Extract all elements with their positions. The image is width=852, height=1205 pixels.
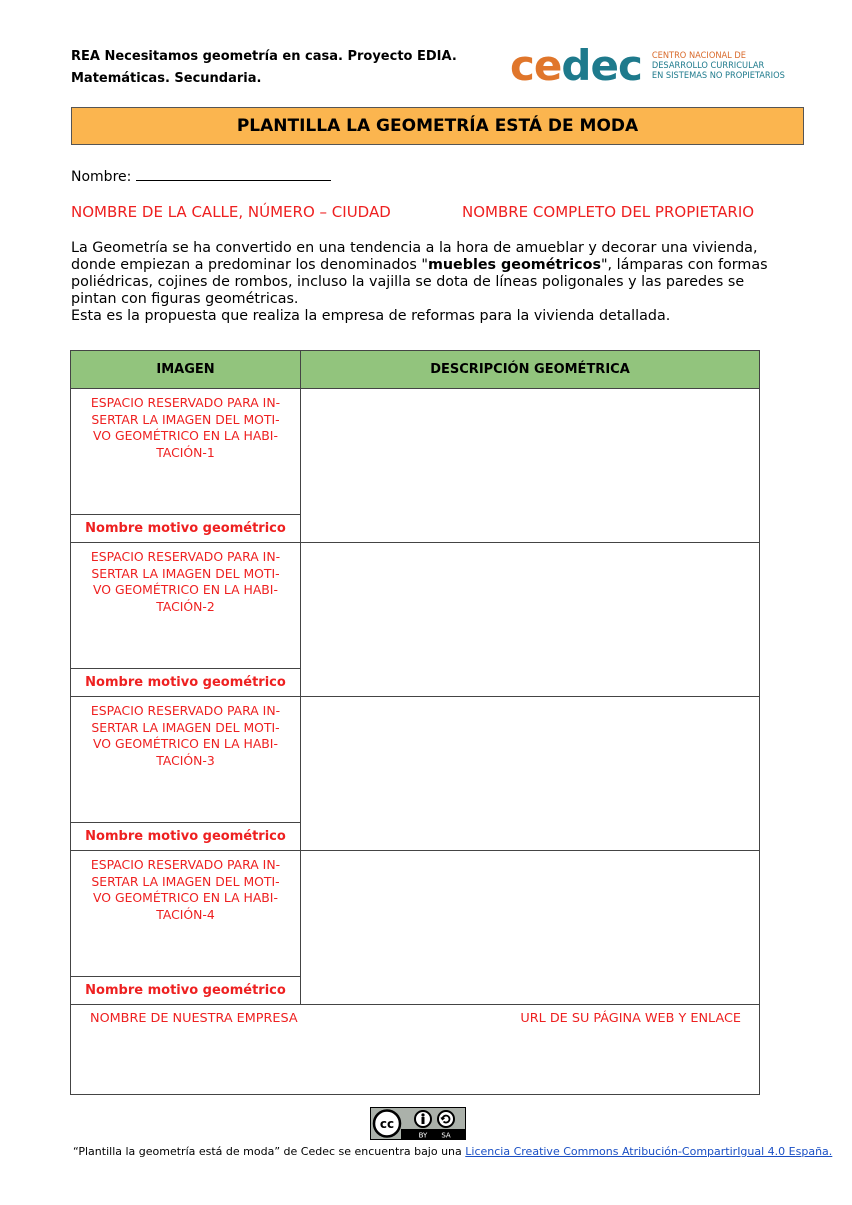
image-placeholder-2[interactable]: ESPACIO RESERVADO PARA IN-SERTAR LA IMAGEN DEL MOTI-VO GEOMÉTRICO EN LA HABI-TACIÓN-2 <box>71 543 301 669</box>
table-header-row <box>71 351 760 389</box>
logo-subtitle-line: DESARROLLO CURRICULAR <box>651 60 765 71</box>
cc-license-badge[interactable] <box>370 1107 466 1140</box>
table-row <box>71 543 760 669</box>
intro-part1: La Geometría se ha convertido en una tendencia a la hora de amueblar y decorar una vivienda, donde empiezan a predominar los denominados " <box>71 240 758 273</box>
page-title: PLANTILLA LA GEOMETRÍA ESTÁ DE MODA <box>71 107 804 145</box>
logo-word-ce: ce <box>510 41 562 90</box>
image-placeholder-4[interactable]: ESPACIO RESERVADO PARA IN-SERTAR LA IMAGEN DEL MOTI-VO GEOMÉTRICO EN LA HABI-TACIÓN-4 <box>71 851 301 977</box>
cc-mark: cc <box>379 1117 395 1131</box>
header-image: IMAGEN <box>71 351 301 389</box>
address-placeholder: NOMBRE DE LA CALLE, NÚMERO – CIUDAD <box>71 203 391 221</box>
intro-proposal: Esta es la propuesta que realiza la empresa de reformas para la vivienda detallada. <box>71 308 671 324</box>
name-field <box>71 166 331 185</box>
image-placeholder-3[interactable]: ESPACIO RESERVADO PARA IN-SERTAR LA IMAGEN DEL MOTI-VO GEOMÉTRICO EN LA HABI-TACIÓN-3 <box>71 697 301 823</box>
motif-name-1[interactable]: Nombre motivo geométrico <box>71 515 301 543</box>
description-cell-3[interactable] <box>301 697 760 851</box>
cc-by-sa-icon <box>371 1108 465 1139</box>
logo-wordmark <box>510 41 642 90</box>
doc-header-line2: Matemáticas. Secundaria. <box>71 71 262 86</box>
geometry-table <box>70 350 760 1095</box>
name-blank-line[interactable] <box>136 166 331 181</box>
table-row <box>71 697 760 823</box>
description-cell-1[interactable] <box>301 389 760 543</box>
company-url-placeholder: URL DE SU PÁGINA WEB Y ENLACE <box>520 1011 741 1026</box>
license-link[interactable]: Licencia Creative Commons Atribución-CompartirIgual 4.0 España. <box>465 1145 833 1158</box>
intro-text <box>71 240 791 325</box>
cc-by-label: BY <box>418 1131 428 1139</box>
intro-paragraph <box>71 240 791 308</box>
license-prefix: “Plantilla la geometría está de moda” de Cedec se encuentra bajo una <box>73 1145 466 1158</box>
cc-sa-label: SA <box>441 1131 451 1139</box>
logo-subtitle <box>652 51 785 81</box>
table-footer-row <box>71 1005 760 1095</box>
table-row <box>71 851 760 977</box>
doc-header-line1: REA Necesitamos geometría en casa. Proyecto EDIA. <box>71 49 457 64</box>
logo-word-dec: dec <box>561 41 642 90</box>
name-label: Nombre: <box>71 169 132 185</box>
header-description: DESCRIPCIÓN GEOMÉTRICA <box>301 351 760 389</box>
cedec-logo <box>510 41 785 90</box>
motif-name-4[interactable]: Nombre motivo geométrico <box>71 977 301 1005</box>
description-cell-2[interactable] <box>301 543 760 697</box>
table-row <box>71 389 760 515</box>
motif-name-2[interactable]: Nombre motivo geométrico <box>71 669 301 697</box>
intro-part2: ", lámparas con formas poliédricas, cojines de rombos, incluso la vajilla se dota de líneas poligonales y las paredes se pintan con figuras geométricas. <box>71 257 768 307</box>
motif-name-3[interactable]: Nombre motivo geométrico <box>71 823 301 851</box>
image-placeholder-1[interactable]: ESPACIO RESERVADO PARA IN-SERTAR LA IMAGEN DEL MOTI-VO GEOMÉTRICO EN LA HABI-TACIÓN-1 <box>71 389 301 515</box>
intro-bold: muebles geométricos <box>427 257 601 273</box>
owner-placeholder: NOMBRE COMPLETO DEL PROPIETARIO <box>462 203 755 221</box>
license-credit <box>73 1145 832 1158</box>
logo-subtitle-line: EN SISTEMAS NO PROPIETARIOS <box>651 70 785 81</box>
logo-subtitle-line: CENTRO NACIONAL DE <box>651 50 746 61</box>
company-info-cell[interactable] <box>71 1005 760 1095</box>
company-name-placeholder: NOMBRE DE NUESTRA EMPRESA <box>90 1011 298 1026</box>
description-cell-4[interactable] <box>301 851 760 1005</box>
